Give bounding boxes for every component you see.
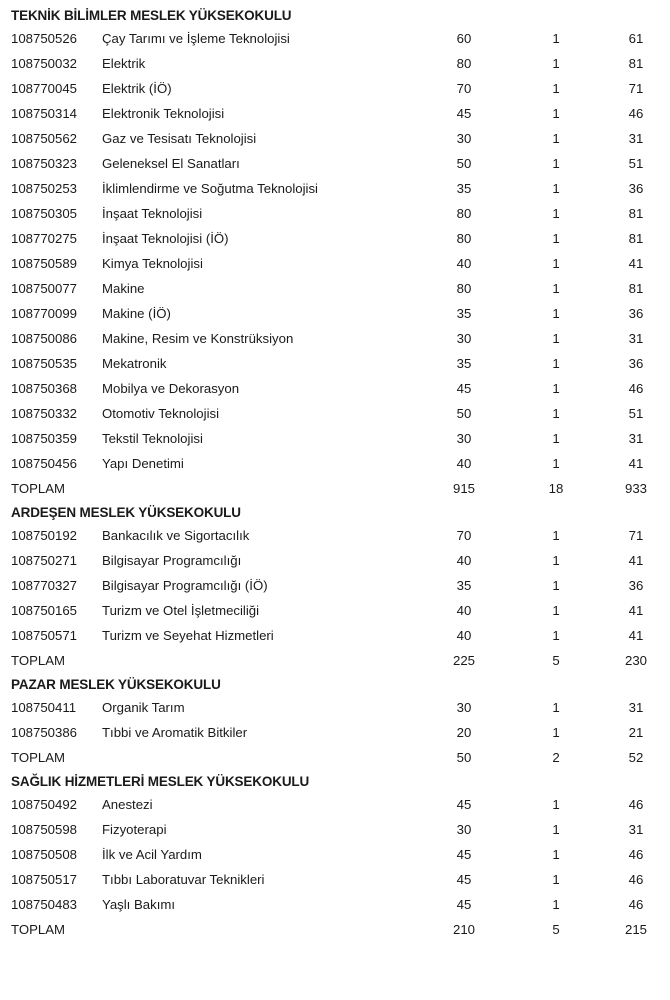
total-quota: 81 bbox=[628, 206, 644, 221]
total-quota: 81 bbox=[628, 231, 644, 246]
table-row bbox=[0, 201, 670, 226]
program-code: 108750535 bbox=[11, 356, 78, 371]
section-total-row bbox=[0, 648, 670, 673]
general-quota: 30 bbox=[456, 822, 472, 837]
general-quota: 45 bbox=[456, 872, 472, 887]
program-code: 108750077 bbox=[11, 281, 78, 296]
program-code: 108750314 bbox=[11, 106, 78, 121]
general-quota: 45 bbox=[456, 847, 472, 862]
general-quota: 40 bbox=[456, 256, 472, 271]
program-quota-table bbox=[0, 4, 670, 942]
total-quota: 36 bbox=[628, 306, 644, 321]
extra-quota: 1 bbox=[552, 431, 560, 446]
extra-quota: 1 bbox=[552, 256, 560, 271]
program-name: Tıbbı Laboratuvar Teknikleri bbox=[102, 872, 265, 887]
program-code: 108750386 bbox=[11, 725, 78, 740]
general-quota: 40 bbox=[456, 553, 472, 568]
total-extra-quota: 18 bbox=[548, 481, 564, 496]
general-quota: 70 bbox=[456, 528, 472, 543]
program-name: İnşaat Teknolojisi bbox=[102, 206, 203, 221]
program-name: Bankacılık ve Sigortacılık bbox=[102, 528, 250, 543]
program-code: 108750323 bbox=[11, 156, 78, 171]
total-quota: 71 bbox=[628, 528, 644, 543]
total-label: TOPLAM bbox=[11, 750, 65, 765]
table-row bbox=[0, 51, 670, 76]
program-name: Kimya Teknolojisi bbox=[102, 256, 203, 271]
table-row bbox=[0, 842, 670, 867]
total-all-quota: 215 bbox=[625, 922, 648, 937]
program-code: 108750492 bbox=[11, 797, 78, 812]
general-quota: 45 bbox=[456, 106, 472, 121]
program-name: Mekatronik bbox=[102, 356, 167, 371]
extra-quota: 1 bbox=[552, 578, 560, 593]
program-name: Gaz ve Tesisatı Teknolojisi bbox=[102, 131, 257, 146]
table-row bbox=[0, 548, 670, 573]
table-row bbox=[0, 623, 670, 648]
table-row bbox=[0, 867, 670, 892]
general-quota: 70 bbox=[456, 81, 472, 96]
extra-quota: 1 bbox=[552, 281, 560, 296]
total-quota: 41 bbox=[628, 456, 644, 471]
section-header-row bbox=[0, 4, 670, 26]
total-quota: 36 bbox=[628, 356, 644, 371]
general-quota: 20 bbox=[456, 725, 472, 740]
table-row bbox=[0, 76, 670, 101]
extra-quota: 1 bbox=[552, 306, 560, 321]
general-quota: 30 bbox=[456, 131, 472, 146]
program-code: 108750598 bbox=[11, 822, 78, 837]
general-quota: 30 bbox=[456, 431, 472, 446]
total-extra-quota: 2 bbox=[552, 750, 560, 765]
section-header-row bbox=[0, 770, 670, 792]
general-quota: 35 bbox=[456, 578, 472, 593]
table-row bbox=[0, 426, 670, 451]
program-code: 108750589 bbox=[11, 256, 78, 271]
program-code: 108750305 bbox=[11, 206, 78, 221]
program-name: İklimlendirme ve Soğutma Teknolojisi bbox=[102, 181, 318, 196]
program-code: 108770327 bbox=[11, 578, 78, 593]
table-row bbox=[0, 126, 670, 151]
total-quota: 31 bbox=[628, 700, 644, 715]
general-quota: 40 bbox=[456, 603, 472, 618]
program-name: Makine (İÖ) bbox=[102, 306, 171, 321]
program-name: Makine bbox=[102, 281, 145, 296]
total-quota: 21 bbox=[628, 725, 644, 740]
program-code: 108750571 bbox=[11, 628, 78, 643]
table-body bbox=[0, 4, 670, 942]
general-quota: 45 bbox=[456, 797, 472, 812]
extra-quota: 1 bbox=[552, 31, 560, 46]
total-all-quota: 52 bbox=[628, 750, 644, 765]
total-label: TOPLAM bbox=[11, 653, 65, 668]
table-row bbox=[0, 892, 670, 917]
table-row bbox=[0, 301, 670, 326]
general-quota: 40 bbox=[456, 456, 472, 471]
table-row bbox=[0, 451, 670, 476]
general-quota: 45 bbox=[456, 381, 472, 396]
program-code: 108770045 bbox=[11, 81, 78, 96]
total-all-quota: 230 bbox=[625, 653, 648, 668]
extra-quota: 1 bbox=[552, 822, 560, 837]
program-code: 108750192 bbox=[11, 528, 78, 543]
table-row bbox=[0, 573, 670, 598]
program-name: Bilgisayar Programcılığı (İÖ) bbox=[102, 578, 268, 593]
total-all-quota: 933 bbox=[625, 481, 648, 496]
general-quota: 35 bbox=[456, 356, 472, 371]
general-quota: 50 bbox=[456, 156, 472, 171]
extra-quota: 1 bbox=[552, 406, 560, 421]
program-name: Turizm ve Otel İşletmeciliği bbox=[102, 603, 260, 618]
table-row bbox=[0, 151, 670, 176]
general-quota: 80 bbox=[456, 231, 472, 246]
total-quota: 46 bbox=[628, 897, 644, 912]
program-code: 108750517 bbox=[11, 872, 78, 887]
program-code: 108750165 bbox=[11, 603, 78, 618]
program-name: Yaşlı Bakımı bbox=[102, 897, 176, 912]
extra-quota: 1 bbox=[552, 603, 560, 618]
total-general-quota: 50 bbox=[456, 750, 472, 765]
total-quota: 46 bbox=[628, 381, 644, 396]
program-name: Mobilya ve Dekorasyon bbox=[102, 381, 240, 396]
general-quota: 80 bbox=[456, 206, 472, 221]
extra-quota: 1 bbox=[552, 381, 560, 396]
section-total-row bbox=[0, 745, 670, 770]
section-header-row bbox=[0, 673, 670, 695]
general-quota: 35 bbox=[456, 306, 472, 321]
general-quota: 40 bbox=[456, 628, 472, 643]
total-general-quota: 225 bbox=[452, 653, 475, 668]
general-quota: 80 bbox=[456, 56, 472, 71]
program-code: 108750271 bbox=[11, 553, 78, 568]
program-name: Tekstil Teknolojisi bbox=[102, 431, 203, 446]
section-header-row bbox=[0, 501, 670, 523]
section-total-row bbox=[0, 476, 670, 501]
extra-quota: 1 bbox=[552, 231, 560, 246]
table-row bbox=[0, 226, 670, 251]
total-quota: 41 bbox=[628, 256, 644, 271]
total-quota: 31 bbox=[628, 331, 644, 346]
extra-quota: 1 bbox=[552, 553, 560, 568]
total-quota: 31 bbox=[628, 131, 644, 146]
table-row bbox=[0, 26, 670, 51]
total-extra-quota: 5 bbox=[552, 922, 560, 937]
table-row bbox=[0, 351, 670, 376]
program-code: 108750483 bbox=[11, 897, 78, 912]
table-row bbox=[0, 401, 670, 426]
table-row bbox=[0, 523, 670, 548]
program-code: 108750456 bbox=[11, 456, 78, 471]
general-quota: 30 bbox=[456, 700, 472, 715]
extra-quota: 1 bbox=[552, 331, 560, 346]
section-heading: ARDEŞEN MESLEK YÜKSEKOKULU bbox=[11, 505, 241, 520]
extra-quota: 1 bbox=[552, 156, 560, 171]
extra-quota: 1 bbox=[552, 528, 560, 543]
extra-quota: 1 bbox=[552, 181, 560, 196]
program-code: 108750526 bbox=[11, 31, 78, 46]
extra-quota: 1 bbox=[552, 206, 560, 221]
total-label: TOPLAM bbox=[11, 922, 65, 937]
general-quota: 35 bbox=[456, 181, 472, 196]
extra-quota: 1 bbox=[552, 872, 560, 887]
table-row bbox=[0, 101, 670, 126]
total-quota: 36 bbox=[628, 578, 644, 593]
extra-quota: 1 bbox=[552, 456, 560, 471]
program-code: 108750253 bbox=[11, 181, 78, 196]
total-quota: 51 bbox=[628, 406, 644, 421]
program-code: 108750508 bbox=[11, 847, 78, 862]
total-quota: 51 bbox=[628, 156, 644, 171]
general-quota: 50 bbox=[456, 406, 472, 421]
program-code: 108750562 bbox=[11, 131, 78, 146]
program-name: Tıbbi ve Aromatik Bitkiler bbox=[102, 725, 248, 740]
total-general-quota: 210 bbox=[452, 922, 475, 937]
table-row bbox=[0, 176, 670, 201]
program-name: Yapı Denetimi bbox=[102, 456, 184, 471]
program-name: Elektrik bbox=[102, 56, 146, 71]
total-quota: 46 bbox=[628, 847, 644, 862]
total-quota: 61 bbox=[628, 31, 644, 46]
extra-quota: 1 bbox=[552, 81, 560, 96]
total-quota: 46 bbox=[628, 872, 644, 887]
section-heading: TEKNİK BİLİMLER MESLEK YÜKSEKOKULU bbox=[11, 8, 292, 23]
program-code: 108750332 bbox=[11, 406, 78, 421]
program-code: 108750411 bbox=[11, 700, 77, 715]
program-name: Makine, Resim ve Konstrüksiyon bbox=[102, 331, 294, 346]
table-row bbox=[0, 251, 670, 276]
program-name: Organik Tarım bbox=[102, 700, 185, 715]
program-name: Anestezi bbox=[102, 797, 153, 812]
program-name: Geleneksel El Sanatları bbox=[102, 156, 240, 171]
program-name: Turizm ve Seyehat Hizmetleri bbox=[102, 628, 274, 643]
table-row bbox=[0, 817, 670, 842]
program-name: Bilgisayar Programcılığı bbox=[102, 553, 242, 568]
total-general-quota: 915 bbox=[452, 481, 475, 496]
total-quota: 41 bbox=[628, 603, 644, 618]
extra-quota: 1 bbox=[552, 56, 560, 71]
total-quota: 71 bbox=[628, 81, 644, 96]
program-name: İnşaat Teknolojisi (İÖ) bbox=[102, 231, 229, 246]
program-code: 108770099 bbox=[11, 306, 78, 321]
program-code: 108770275 bbox=[11, 231, 78, 246]
total-extra-quota: 5 bbox=[552, 653, 560, 668]
program-name: Fizyoterapi bbox=[102, 822, 167, 837]
section-heading: SAĞLIK HİZMETLERİ MESLEK YÜKSEKOKULU bbox=[11, 774, 310, 789]
table-row bbox=[0, 695, 670, 720]
table-row bbox=[0, 326, 670, 351]
program-code: 108750086 bbox=[11, 331, 78, 346]
table-row bbox=[0, 276, 670, 301]
section-heading: PAZAR MESLEK YÜKSEKOKULU bbox=[11, 677, 221, 692]
general-quota: 80 bbox=[456, 281, 472, 296]
extra-quota: 1 bbox=[552, 628, 560, 643]
extra-quota: 1 bbox=[552, 897, 560, 912]
table-row bbox=[0, 720, 670, 745]
total-quota: 36 bbox=[628, 181, 644, 196]
general-quota: 30 bbox=[456, 331, 472, 346]
extra-quota: 1 bbox=[552, 725, 560, 740]
table-row bbox=[0, 376, 670, 401]
program-name: Elektrik (İÖ) bbox=[102, 81, 172, 96]
extra-quota: 1 bbox=[552, 106, 560, 121]
total-quota: 41 bbox=[628, 553, 644, 568]
general-quota: 60 bbox=[456, 31, 472, 46]
total-quota: 31 bbox=[628, 431, 644, 446]
total-quota: 46 bbox=[628, 106, 644, 121]
total-quota: 81 bbox=[628, 281, 644, 296]
program-name: Elektronik Teknolojisi bbox=[102, 106, 225, 121]
program-name: Çay Tarımı ve İşleme Teknolojisi bbox=[102, 31, 290, 46]
program-name: Otomotiv Teknolojisi bbox=[102, 406, 220, 421]
section-total-row bbox=[0, 917, 670, 942]
table-row bbox=[0, 792, 670, 817]
total-quota: 46 bbox=[628, 797, 644, 812]
extra-quota: 1 bbox=[552, 131, 560, 146]
table-row bbox=[0, 598, 670, 623]
total-quota: 81 bbox=[628, 56, 644, 71]
total-label: TOPLAM bbox=[11, 481, 65, 496]
extra-quota: 1 bbox=[552, 847, 560, 862]
program-name: İlk ve Acil Yardım bbox=[102, 847, 202, 862]
total-quota: 41 bbox=[628, 628, 644, 643]
program-code: 108750032 bbox=[11, 56, 78, 71]
extra-quota: 1 bbox=[552, 700, 560, 715]
program-code: 108750359 bbox=[11, 431, 78, 446]
total-quota: 31 bbox=[628, 822, 644, 837]
general-quota: 45 bbox=[456, 897, 472, 912]
extra-quota: 1 bbox=[552, 797, 560, 812]
extra-quota: 1 bbox=[552, 356, 560, 371]
program-code: 108750368 bbox=[11, 381, 78, 396]
